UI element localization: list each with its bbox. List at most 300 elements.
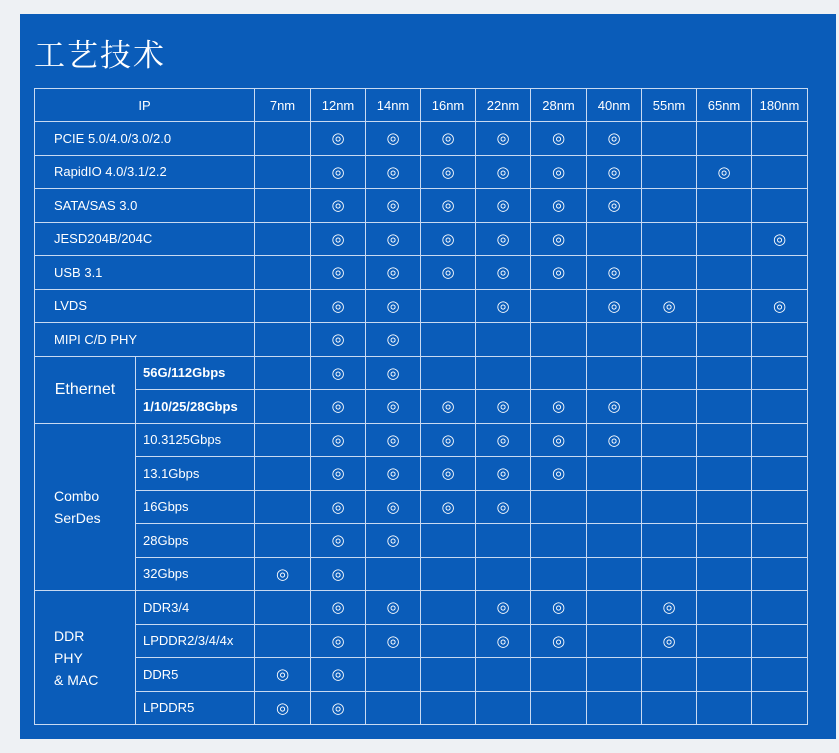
ip-label: JESD204B/204C [35,222,255,256]
supported-mark-icon: ◎ [331,698,345,717]
header-ip: IP [35,89,255,122]
support-cell [752,189,808,223]
supported-mark-icon: ◎ [386,330,400,349]
support-cell [587,524,642,558]
supported-mark-icon: ◎ [496,631,510,650]
support-cell [476,691,531,725]
support-cell [255,658,311,692]
support-cell [421,289,476,323]
supported-mark-icon: ◎ [662,631,676,650]
support-cell [255,557,311,591]
table-row [35,289,808,323]
support-cell [752,490,808,524]
support-cell [311,256,366,290]
supported-mark-icon: ◎ [441,229,455,248]
ip-label: 56G/112Gbps [136,356,255,390]
support-cell [697,591,752,625]
ip-label: 32Gbps [136,557,255,591]
table-body [35,122,808,725]
table-row [35,557,808,591]
support-cell [311,490,366,524]
support-cell [421,356,476,390]
header-node-12nm: 12nm [311,89,366,122]
support-cell [587,691,642,725]
header-node-180nm: 180nm [752,89,808,122]
supported-mark-icon: ◎ [551,196,566,215]
support-cell [697,457,752,491]
support-cell [255,323,311,357]
support-cell [366,189,421,223]
supported-mark-icon: ◎ [496,598,510,617]
support-cell [255,289,311,323]
supported-mark-icon: ◎ [607,162,621,181]
ip-label: 13.1Gbps [136,457,255,491]
support-cell [421,390,476,424]
supported-mark-icon: ◎ [441,162,455,181]
support-cell [366,457,421,491]
support-cell [642,390,697,424]
supported-mark-icon: ◎ [551,464,566,483]
supported-mark-icon: ◎ [551,129,566,148]
support-cell [587,189,642,223]
support-cell [311,524,366,558]
table-row [35,390,808,424]
supported-mark-icon: ◎ [441,263,455,282]
support-cell [366,591,421,625]
support-cell [752,624,808,658]
support-cell [531,524,587,558]
table-row [35,256,808,290]
support-cell [752,356,808,390]
support-cell [697,624,752,658]
support-cell [642,122,697,156]
support-cell [366,423,421,457]
ip-label: 28Gbps [136,524,255,558]
header-node-16nm: 16nm [421,89,476,122]
support-cell [476,323,531,357]
table-row [35,323,808,357]
support-cell [476,122,531,156]
support-cell [587,557,642,591]
support-cell [642,423,697,457]
support-cell [752,691,808,725]
supported-mark-icon: ◎ [607,129,621,148]
support-cell [531,222,587,256]
support-cell [587,390,642,424]
supported-mark-icon: ◎ [386,363,400,382]
support-cell [587,122,642,156]
support-cell [366,155,421,189]
support-cell [752,323,808,357]
ip-label: 10.3125Gbps [136,423,255,457]
support-cell [255,222,311,256]
support-cell [476,256,531,290]
support-cell [642,524,697,558]
supported-mark-icon: ◎ [386,162,400,181]
support-cell [311,356,366,390]
support-cell [311,189,366,223]
supported-mark-icon: ◎ [386,531,400,550]
support-cell [366,222,421,256]
supported-mark-icon: ◎ [551,162,566,181]
support-cell [752,557,808,591]
support-cell [752,390,808,424]
ip-label: LVDS [35,289,255,323]
support-cell [366,691,421,725]
supported-mark-icon: ◎ [331,531,345,550]
group-label-ethernet: Ethernet [35,356,136,423]
supported-mark-icon: ◎ [662,296,676,315]
ip-label: 1/10/25/28Gbps [136,390,255,424]
support-cell [587,490,642,524]
support-cell [642,256,697,290]
table-row [35,222,808,256]
support-cell [697,222,752,256]
support-cell [476,423,531,457]
table-row [35,189,808,223]
support-cell [752,658,808,692]
support-cell [587,591,642,625]
supported-mark-icon: ◎ [386,598,400,617]
support-cell [255,591,311,625]
supported-mark-icon: ◎ [551,598,566,617]
support-cell [642,222,697,256]
supported-mark-icon: ◎ [331,363,345,382]
supported-mark-icon: ◎ [331,162,345,181]
support-cell [531,323,587,357]
support-cell [421,457,476,491]
supported-mark-icon: ◎ [331,229,345,248]
table-row [35,691,808,725]
supported-mark-icon: ◎ [496,497,510,516]
support-cell [642,356,697,390]
supported-mark-icon: ◎ [496,162,510,181]
support-cell [476,524,531,558]
support-cell [531,691,587,725]
group-label-ddr-phy-mac: DDR PHY & MAC [35,591,136,725]
support-cell [421,323,476,357]
support-cell [311,222,366,256]
support-cell [476,591,531,625]
supported-mark-icon: ◎ [496,196,510,215]
support-cell [255,691,311,725]
support-cell [587,222,642,256]
table-row [35,658,808,692]
supported-mark-icon: ◎ [607,196,621,215]
supported-mark-icon: ◎ [772,296,787,315]
supported-mark-icon: ◎ [772,229,787,248]
supported-mark-icon: ◎ [551,263,566,282]
supported-mark-icon: ◎ [607,296,621,315]
support-cell [697,390,752,424]
header-node-14nm: 14nm [366,89,421,122]
support-cell [476,624,531,658]
support-cell [255,524,311,558]
support-cell [366,356,421,390]
supported-mark-icon: ◎ [331,263,345,282]
supported-mark-icon: ◎ [496,263,510,282]
supported-mark-icon: ◎ [662,598,676,617]
support-cell [531,256,587,290]
support-cell [587,658,642,692]
support-cell [587,624,642,658]
support-cell [476,557,531,591]
table-row [35,490,808,524]
supported-mark-icon: ◎ [717,162,731,181]
support-cell [255,490,311,524]
support-cell [531,658,587,692]
support-cell [421,524,476,558]
support-cell [587,457,642,491]
support-cell [311,658,366,692]
support-cell [587,323,642,357]
supported-mark-icon: ◎ [496,229,510,248]
support-cell [587,256,642,290]
support-cell [311,624,366,658]
support-cell [531,591,587,625]
supported-mark-icon: ◎ [441,397,455,416]
supported-mark-icon: ◎ [551,229,566,248]
supported-mark-icon: ◎ [386,229,400,248]
supported-mark-icon: ◎ [331,598,345,617]
support-cell [476,658,531,692]
support-cell [311,557,366,591]
support-cell [311,390,366,424]
support-cell [642,490,697,524]
support-cell [421,256,476,290]
supported-mark-icon: ◎ [607,397,621,416]
support-cell [642,557,697,591]
supported-mark-icon: ◎ [275,698,290,717]
supported-mark-icon: ◎ [551,631,566,650]
supported-mark-icon: ◎ [441,464,455,483]
ip-label: LPDDR2/3/4/4x [136,624,255,658]
support-cell [642,591,697,625]
ip-label: 16Gbps [136,490,255,524]
support-cell [255,624,311,658]
support-cell [366,122,421,156]
support-cell [531,356,587,390]
support-cell [311,323,366,357]
support-cell [752,222,808,256]
support-cell [366,557,421,591]
ip-process-table [34,88,808,725]
supported-mark-icon: ◎ [607,430,621,449]
support-cell [476,457,531,491]
ip-label: MIPI C/D PHY [35,323,255,357]
support-cell [255,390,311,424]
support-cell [311,591,366,625]
support-cell [421,189,476,223]
support-cell [697,423,752,457]
support-cell [752,457,808,491]
support-cell [366,323,421,357]
support-cell [255,256,311,290]
support-cell [531,457,587,491]
table-row [35,423,808,457]
table-row [35,356,808,390]
supported-mark-icon: ◎ [551,430,566,449]
page-title: 工艺技术 [34,38,166,74]
ip-label: PCIE 5.0/4.0/3.0/2.0 [35,122,255,156]
support-cell [366,624,421,658]
support-cell [476,490,531,524]
support-cell [421,122,476,156]
supported-mark-icon: ◎ [496,129,510,148]
support-cell [697,155,752,189]
support-cell [697,189,752,223]
supported-mark-icon: ◎ [331,497,345,516]
supported-mark-icon: ◎ [496,397,510,416]
support-cell [311,423,366,457]
support-cell [476,222,531,256]
support-cell [421,691,476,725]
support-cell [421,222,476,256]
support-cell [642,658,697,692]
support-cell [476,155,531,189]
support-cell [476,189,531,223]
supported-mark-icon: ◎ [331,397,345,416]
header-node-22nm: 22nm [476,89,531,122]
support-cell [531,155,587,189]
ip-label: DDR3/4 [136,591,255,625]
supported-mark-icon: ◎ [386,129,400,148]
table-row [35,122,808,156]
support-cell [531,122,587,156]
support-cell [752,289,808,323]
support-cell [642,457,697,491]
supported-mark-icon: ◎ [331,296,345,315]
supported-mark-icon: ◎ [441,497,455,516]
support-cell [752,155,808,189]
ip-label: USB 3.1 [35,256,255,290]
support-cell [752,591,808,625]
support-cell [587,423,642,457]
ip-label: RapidIO 4.0/3.1/2.2 [35,155,255,189]
supported-mark-icon: ◎ [386,631,400,650]
supported-mark-icon: ◎ [331,196,345,215]
supported-mark-icon: ◎ [331,430,345,449]
support-cell [531,390,587,424]
support-cell [697,691,752,725]
support-cell [311,122,366,156]
supported-mark-icon: ◎ [386,430,400,449]
support-cell [366,390,421,424]
header-node-40nm: 40nm [587,89,642,122]
support-cell [255,356,311,390]
support-cell [531,490,587,524]
support-cell [366,658,421,692]
support-cell [697,490,752,524]
supported-mark-icon: ◎ [386,397,400,416]
support-cell [421,490,476,524]
support-cell [311,289,366,323]
header-node-28nm: 28nm [531,89,587,122]
supported-mark-icon: ◎ [496,464,510,483]
table-row [35,524,808,558]
supported-mark-icon: ◎ [331,330,345,349]
ip-label: LPDDR5 [136,691,255,725]
support-cell [752,524,808,558]
support-cell [697,658,752,692]
support-cell [642,289,697,323]
header-node-55nm: 55nm [642,89,697,122]
support-cell [255,189,311,223]
support-cell [587,289,642,323]
support-cell [366,289,421,323]
support-cell [255,155,311,189]
support-cell [642,155,697,189]
support-cell [587,356,642,390]
ip-label: DDR5 [136,658,255,692]
table-row [35,591,808,625]
support-cell [642,624,697,658]
supported-mark-icon: ◎ [386,196,400,215]
supported-mark-icon: ◎ [386,263,400,282]
support-cell [366,490,421,524]
support-cell [531,289,587,323]
support-cell [587,155,642,189]
support-cell [697,122,752,156]
support-cell [697,289,752,323]
supported-mark-icon: ◎ [275,564,290,583]
header-node-7nm: 7nm [255,89,311,122]
support-cell [366,524,421,558]
ip-label: SATA/SAS 3.0 [35,189,255,223]
support-cell [311,691,366,725]
support-cell [421,423,476,457]
support-cell [697,524,752,558]
support-cell [697,256,752,290]
support-cell [531,557,587,591]
support-cell [311,457,366,491]
support-cell [752,256,808,290]
table-row [35,457,808,491]
supported-mark-icon: ◎ [386,464,400,483]
support-cell [255,423,311,457]
supported-mark-icon: ◎ [275,665,290,684]
support-cell [531,189,587,223]
support-cell [642,323,697,357]
support-cell [421,624,476,658]
support-cell [642,189,697,223]
supported-mark-icon: ◎ [331,665,345,684]
support-cell [255,122,311,156]
support-cell [642,691,697,725]
support-cell [476,390,531,424]
process-technology-panel [20,14,836,739]
table-row [35,155,808,189]
supported-mark-icon: ◎ [607,263,621,282]
supported-mark-icon: ◎ [331,464,345,483]
support-cell [752,122,808,156]
support-cell [752,423,808,457]
supported-mark-icon: ◎ [441,129,455,148]
header-row [35,89,808,122]
supported-mark-icon: ◎ [441,430,455,449]
support-cell [531,423,587,457]
support-cell [255,457,311,491]
support-cell [366,256,421,290]
support-cell [476,289,531,323]
supported-mark-icon: ◎ [496,296,510,315]
supported-mark-icon: ◎ [386,296,400,315]
header-node-65nm: 65nm [697,89,752,122]
group-label-combo-serdes: Combo SerDes [35,423,136,591]
support-cell [476,356,531,390]
support-cell [421,591,476,625]
support-cell [421,557,476,591]
